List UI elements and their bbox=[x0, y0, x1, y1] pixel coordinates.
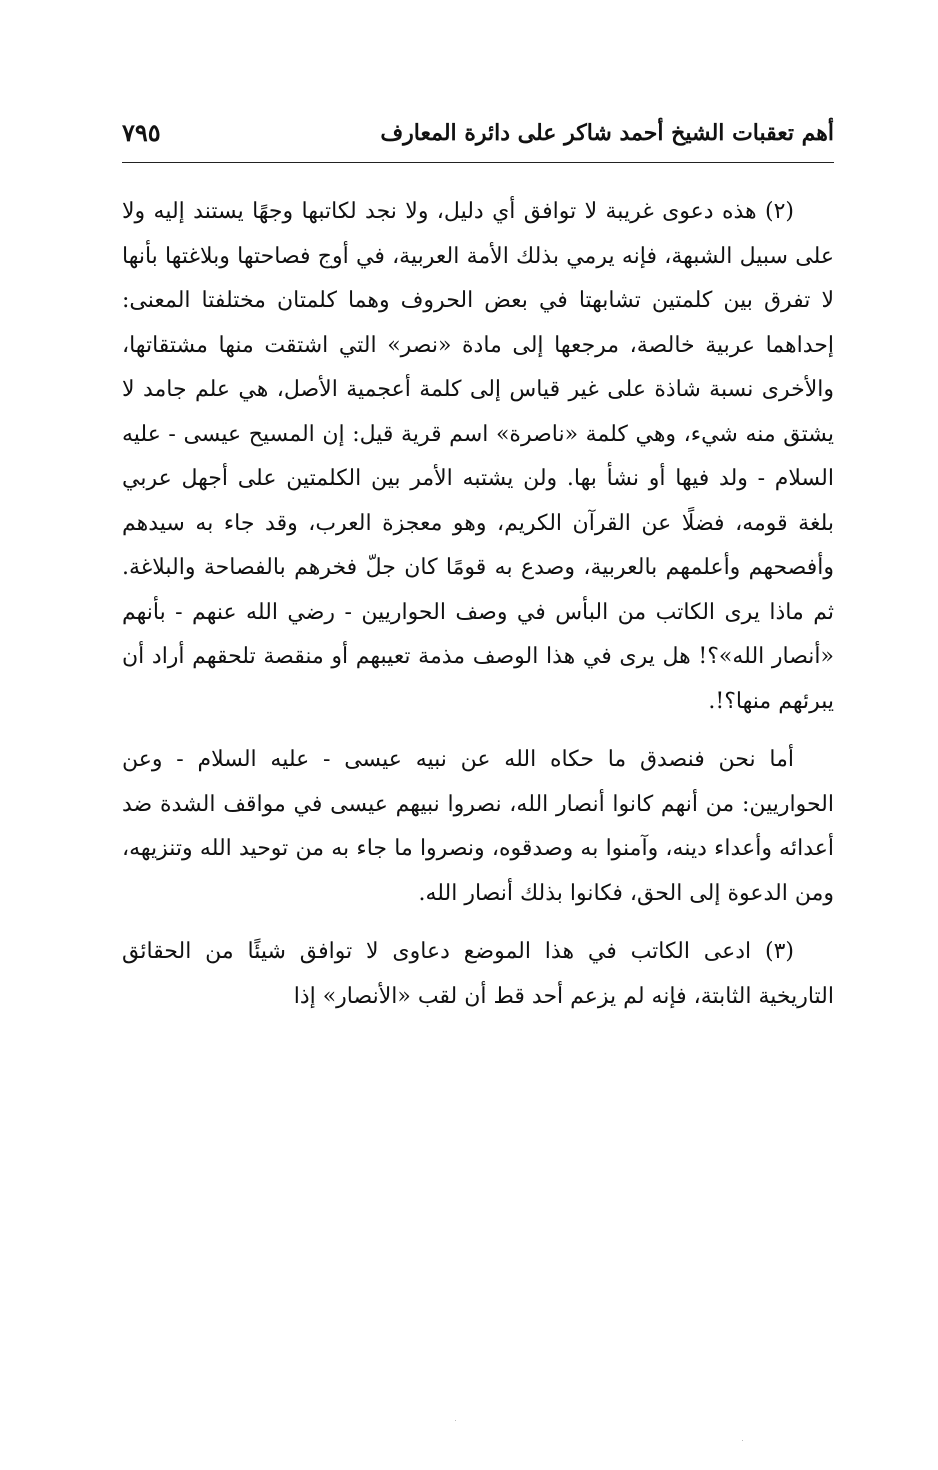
body-text bbox=[122, 190, 834, 1019]
running-title: أهم تعقبات الشيخ أحمد شاكر على دائرة المعارف bbox=[380, 120, 834, 146]
header-rule bbox=[122, 162, 834, 163]
paragraph-3: (٣) ادعى الكاتب في هذا الموضع دعاوى لا توافق شيئًا من الحقائق التاريخية الثابتة، فإنه لم يزعم أحد قط أن لقب «الأنصار» إذا bbox=[122, 939, 834, 1009]
paragraph-2: أما نحن فنصدق ما حكاه الله عن نبيه عيسى - عليه السلام - وعن الحواريين: من أنهم كانوا أنصار الله، نصروا نبيهم عيسى في مواقف الشدة ضد أعدائه وأعداء دينه، وآمنوا به وصدقوه، ونصروا ما جاء به من توحيد الله وتنزيهه، ومن الدعوة إلى الحق، فكانوا بذلك أنصار الله. bbox=[122, 747, 834, 906]
scan-speck bbox=[455, 1420, 456, 1421]
page-number: ٧٩٥ bbox=[122, 118, 161, 147]
paragraph-1: (٢) هذه دعوى غريبة لا توافق أي دليل، ولا نجد لكاتبها وجهًا يستند إليه ولا على سبيل الشبهة، فإنه يرمي بذلك الأمة العربية، في أوج فصاحتها وبلاغتها بأنها لا تفرق بين كلمتين تشابهتا في بعض الحروف وهما كلمتان مختلفتا المعنى: إحداهما عربية خالصة، مرجعها إلى مادة «نصر» التي اشتقت منها مشتقاتها، والأخرى نسبة شاذة على غير قياس إلى كلمة أعجمية الأصل، هي علم جامد لا يشتق منه شيء، وهي كلمة «ناصرة» اسم قرية قيل: إن المسيح عيسى - عليه السلام - ولد فيها أو نشأ بها. ولن يشتبه الأمر بين الكلمتين على أجهل عربي بلغة قومه، فضلًا عن القرآن الكريم، وهو معجزة العرب، وقد جاء به سيدهم وأفصحهم وأعلمهم بالعربية، وصدع به قومًا كان جلّ فخرهم بالفصاحة والبلاغة. ثم ماذا يرى الكاتب من البأس في وصف الحواريين - رضي الله عنهم - بأنهم «أنصار الله»؟! هل يرى في هذا الوصف مذمة تعيبهم أو منقصة تلحقهم أراد أن يبرئهم منها؟!. bbox=[122, 199, 834, 714]
page-header bbox=[122, 116, 834, 156]
scan-speck bbox=[742, 1440, 743, 1441]
